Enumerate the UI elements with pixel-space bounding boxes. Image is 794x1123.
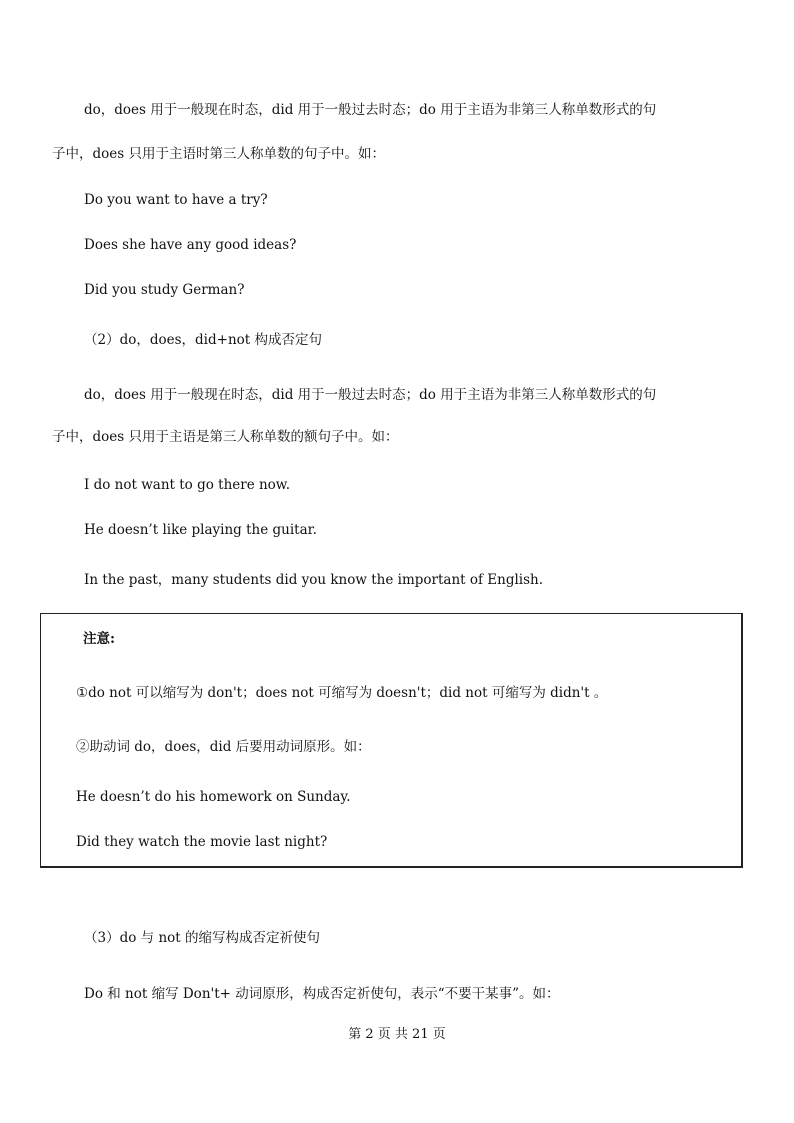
- note-example: Did they watch the movie last night?: [76, 834, 328, 850]
- example-sentence: In the past，many students did you know the important of English.: [84, 572, 544, 588]
- page-footer: 第 2 页 共 21 页: [348, 1027, 446, 1042]
- example-sentence: Do you want to have a try?: [84, 192, 268, 208]
- example-sentence: Did you study German?: [84, 282, 245, 298]
- note-example: He doesn’t do his homework on Sunday.: [76, 789, 351, 805]
- paragraph-2-line-1: do，does 用于一般现在时态，did 用于一般过去时态；do 用于主语为非第三人称单数形式的句: [84, 387, 657, 403]
- example-sentence: Does she have any good ideas?: [84, 237, 297, 253]
- note-item-1: ①do not 可以缩写为 don't；does not 可缩写为 doesn't；did not 可缩写为 didn't 。: [76, 685, 608, 701]
- paragraph-2-line-2: 子中，does 只用于主语是第三人称单数的额句子中。如：: [52, 429, 399, 445]
- note-title: 注意:: [83, 631, 115, 647]
- paragraph-3: Do 和 not 缩写 Don't+ 动词原形，构成否定祈使句，表示“不要干某事”。如：: [84, 986, 560, 1002]
- note-box: [40, 613, 743, 868]
- note-item-2: ②助动词 do，does，did 后要用动词原形。如：: [76, 739, 371, 755]
- paragraph-1-line-1: do，does 用于一般现在时态，did 用于一般过去时态；do 用于主语为非第三人称单数形式的句: [84, 102, 657, 118]
- paragraph-1-line-2: 子中，does 只用于主语时第三人称单数的句子中。如：: [52, 146, 385, 162]
- section-heading-3: （3）do 与 not 的缩写构成否定祈使句: [84, 930, 320, 946]
- example-sentence: He doesn’t like playing the guitar.: [84, 522, 317, 538]
- example-sentence: I do not want to go there now.: [84, 477, 291, 493]
- section-heading-2: （2）do，does，did+not 构成否定句: [84, 332, 322, 348]
